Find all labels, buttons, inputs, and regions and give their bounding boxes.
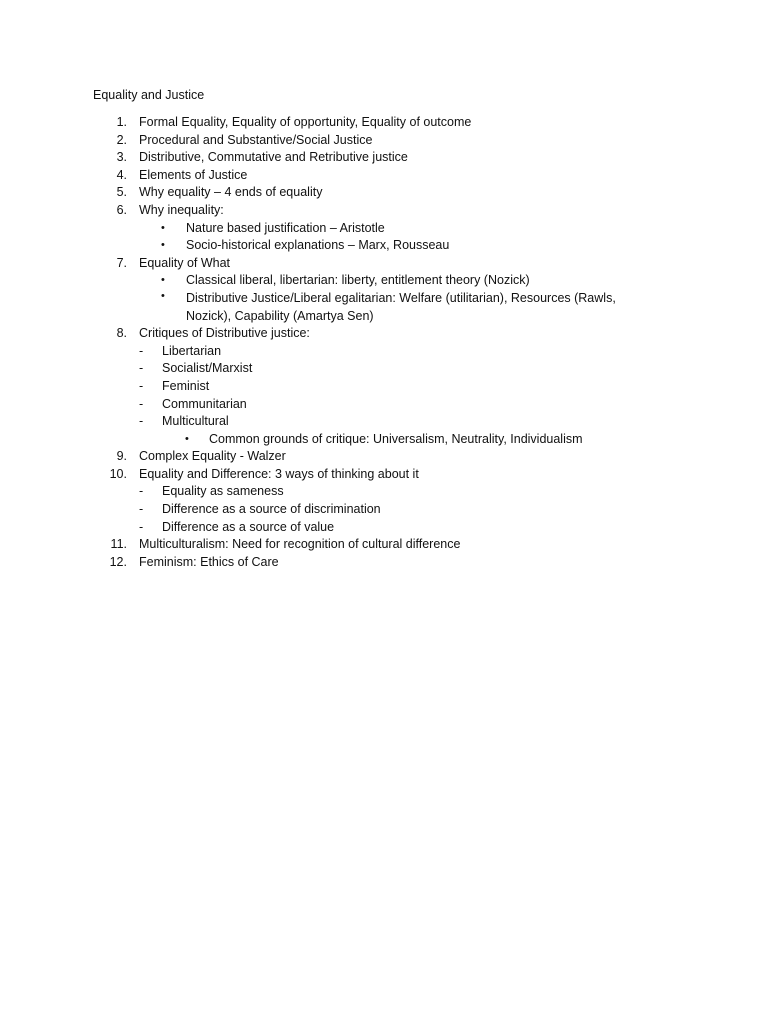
sub-list-item-text: Feminist — [162, 378, 210, 393]
sub-list-item — [0, 272, 768, 290]
list-item-text: Multiculturalism: Need for recognition of cultural difference — [139, 537, 461, 552]
bullet-icon: • — [161, 274, 165, 287]
sub-list-item — [0, 501, 768, 519]
list-number: 12. — [109, 554, 127, 569]
list-number: 7. — [116, 255, 127, 270]
sub-list-item-text: Distributive Justice/Liberal egalitarian: Welfare (utilitarian), Resources (Rawls, Nozick), Capability (Amartya Sen) — [186, 290, 616, 323]
bullet-icon: • — [161, 239, 165, 252]
sub-list-item — [0, 483, 768, 501]
list-item-text: Procedural and Substantive/Social Justice — [139, 132, 373, 147]
dash-icon: - — [139, 414, 144, 429]
dash-icon: - — [139, 343, 144, 358]
list-item — [0, 536, 768, 554]
list-item — [0, 448, 768, 466]
sub-list-item — [0, 237, 768, 255]
list-number: 10. — [109, 466, 127, 481]
list-item-text: Formal Equality, Equality of opportunity, Equality of outcome — [139, 115, 472, 129]
sub-list-item-text: Difference as a source of value — [162, 519, 335, 534]
list-number: 9. — [116, 449, 127, 464]
sub-list-item — [0, 378, 768, 396]
list-number: 5. — [116, 185, 127, 200]
list-item-text: Critiques of Distributive justice: — [139, 326, 310, 341]
list-item — [0, 554, 768, 572]
dash-icon: - — [139, 396, 144, 411]
sub-list-item-text: Difference as a source of discrimination — [162, 502, 381, 517]
sub-list-item-text: Nature based justification – Aristotle — [186, 220, 385, 235]
dash-icon: - — [139, 378, 144, 393]
sub-list-item — [0, 360, 768, 378]
list-item-text: Equality and Difference: 3 ways of thinking about it — [139, 466, 419, 481]
list-item — [0, 184, 768, 202]
sub-list-item-text: Multicultural — [162, 414, 229, 429]
list-item — [0, 325, 768, 343]
dash-icon: - — [139, 519, 144, 534]
list-item — [0, 202, 768, 220]
list-item-text: Feminism: Ethics of Care — [139, 554, 279, 569]
sub-list-item — [0, 396, 768, 414]
sub-list-item — [0, 220, 768, 238]
sub-list-item-text: Equality as sameness — [162, 484, 284, 499]
dash-icon: - — [139, 361, 144, 376]
dash-icon: - — [139, 484, 144, 499]
list-item — [0, 466, 768, 484]
sub-list-item-text: Communitarian — [162, 396, 247, 411]
dash-icon: - — [139, 502, 144, 517]
bullet-icon: • — [185, 432, 189, 445]
list-item-text: Complex Equality - Walzer — [139, 449, 286, 464]
list-item-text: Why equality – 4 ends of equality — [139, 185, 323, 200]
list-item — [0, 167, 768, 185]
sub-list-item-text: Socio-historical explanations – Marx, Rousseau — [186, 238, 450, 253]
list-item-text: Why inequality: — [139, 202, 224, 217]
list-item — [0, 114, 768, 132]
list-number: 8. — [116, 326, 127, 341]
sub-list-item — [0, 519, 768, 537]
list-item — [0, 149, 768, 167]
sub-list-item-text: Socialist/Marxist — [162, 361, 253, 376]
list-number: 11. — [110, 537, 127, 552]
list-number: 1. — [116, 115, 127, 129]
list-item-text: Equality of What — [139, 255, 231, 270]
list-item-text: Distributive, Commutative and Retributive justice — [139, 150, 408, 165]
sub-list-item-text: Libertarian — [162, 343, 222, 358]
list-item — [0, 132, 768, 150]
outline-list — [0, 114, 768, 571]
document-title: Equality and Justice — [93, 88, 205, 102]
sub-list-item — [0, 413, 768, 431]
list-number: 6. — [116, 202, 127, 217]
list-number: 2. — [116, 132, 127, 147]
list-item — [0, 255, 768, 273]
sub-sub-list-item-text: Common grounds of critique: Universalism, Neutrality, Individualism — [209, 431, 583, 446]
sub-list-item — [0, 343, 768, 361]
list-number: 4. — [116, 167, 127, 182]
list-number: 3. — [116, 150, 127, 165]
sub-list-item — [0, 290, 768, 325]
bullet-icon: • — [161, 221, 165, 234]
bullet-icon: • — [161, 289, 165, 302]
sub-list-item-text: Classical liberal, libertarian: liberty, entitlement theory (Nozick) — [186, 273, 530, 288]
sub-sub-list-item — [0, 431, 768, 449]
list-item-text: Elements of Justice — [139, 167, 248, 182]
